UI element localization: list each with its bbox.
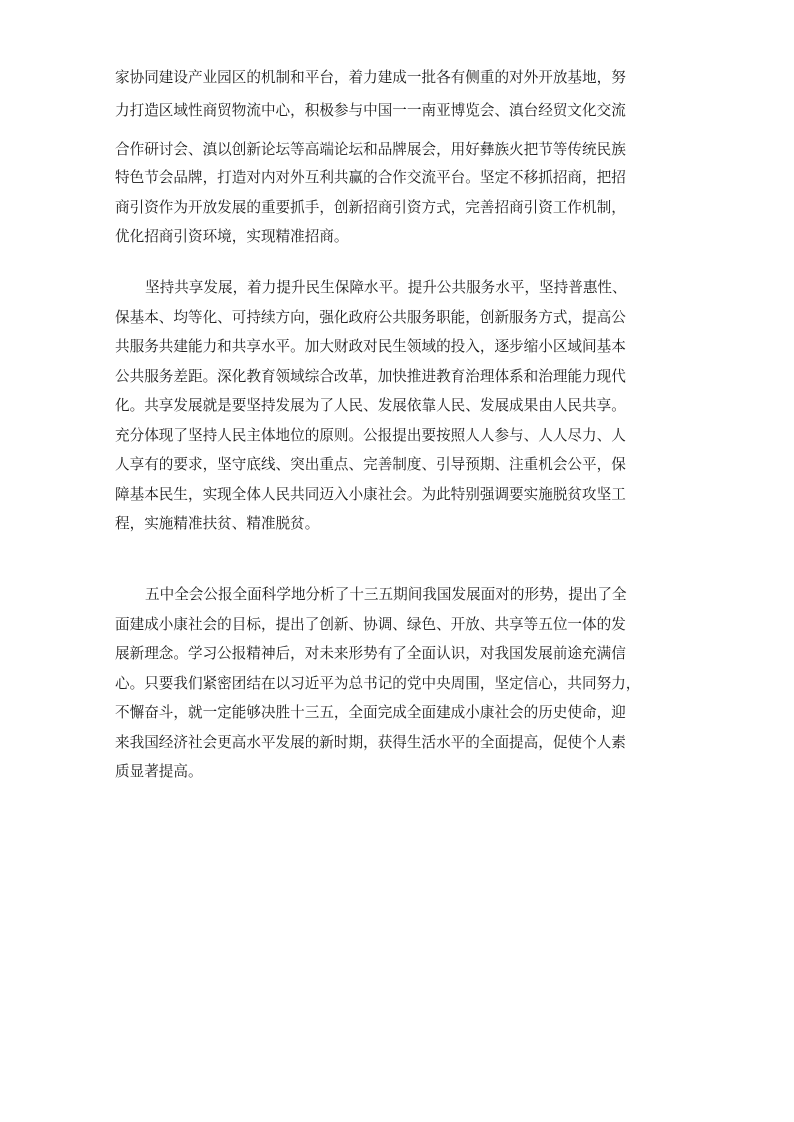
paragraph-2-line-3: 共服务共建能力和共享水平。加大财政对民生领域的投入，逐步缩小区域间基本 bbox=[115, 338, 626, 355]
paragraph-3-line-1: 五中全会公报全面科学地分析了十三五期间我国发展面对的形势，提出了全 bbox=[145, 586, 627, 603]
paragraph-2-line-8: 障基本民生，实现全体人民共同迈入小康社会。为此特别强调要实施脱贫攻坚工 bbox=[115, 486, 626, 503]
paragraph-1-line-3: 合作研讨会、滇以创新论坛等高端论坛和品牌展会，用好彝族火把节等传统民族 bbox=[115, 141, 626, 158]
paragraph-2-line-6: 充分体现了坚持人民主体地位的原则。公报提出要按照人人参与、人人尽力、人 bbox=[115, 427, 626, 444]
paragraph-1-line-4: 特色节会品牌，打造对内对外互利共赢的合作交流平台。坚定不移抓招商，把招 bbox=[115, 169, 626, 186]
paragraph-1-line-1: 家协同建设产业园区的机制和平台，着力建成一批各有侧重的对外开放基地，努 bbox=[115, 69, 626, 86]
paragraph-2-line-1: 坚持共享发展，着力提升民生保障水平。提升公共服务水平，坚持普惠性、 bbox=[145, 279, 627, 296]
paragraph-3-line-5: 不懈奋斗，就一定能够决胜十三五，全面完成全面建成小康社会的历史使命，迎 bbox=[115, 704, 626, 721]
paragraph-1-line-5: 商引资作为开放发展的重要抓手，创新招商引资方式，完善招商引资工作机制， bbox=[115, 199, 626, 216]
paragraph-2-line-2: 保基本、均等化、可持续方向，强化政府公共服务职能，创新服务方式，提高公 bbox=[115, 309, 626, 326]
paragraph-2-line-7: 人享有的要求，坚守底线、突出重点、完善制度、引导预期、注重机会公平，保 bbox=[115, 456, 626, 473]
paragraph-2-line-4: 公共服务差距。深化教育领域综合改革，加快推进教育治理体系和治理能力现代 bbox=[115, 368, 626, 385]
paragraph-3-line-4: 心。只要我们紧密团结在以习近平为总书记的党中央周围，坚定信心，共同努力， bbox=[115, 675, 641, 692]
paragraph-3-line-7: 质显著提高。 bbox=[115, 763, 203, 780]
paragraph-1-line-6: 优化招商引资环境，实现精准招商。 bbox=[115, 228, 349, 245]
paragraph-3-line-6: 来我国经济社会更高水平发展的新时期，获得生活水平的全面提高，促使个人素 bbox=[115, 734, 626, 751]
paragraph-1-line-2: 力打造区域性商贸物流中心，积极参与中国一一南亚博览会、滇台经贸文化交流 bbox=[115, 102, 626, 119]
paragraph-2-line-5: 化。共享发展就是要坚持发展为了人民、发展依靠人民、发展成果由人民共享。 bbox=[115, 397, 626, 414]
paragraph-3-line-3: 展新理念。学习公报精神后，对未来形势有了全面认识，对我国发展前途充满信 bbox=[115, 645, 626, 662]
paragraph-2-line-9: 程，实施精准扶贫、精准脱贫。 bbox=[115, 515, 320, 532]
paragraph-3-line-2: 面建成小康社会的目标，提出了创新、协调、绿色、开放、共享等五位一体的发 bbox=[115, 616, 626, 633]
